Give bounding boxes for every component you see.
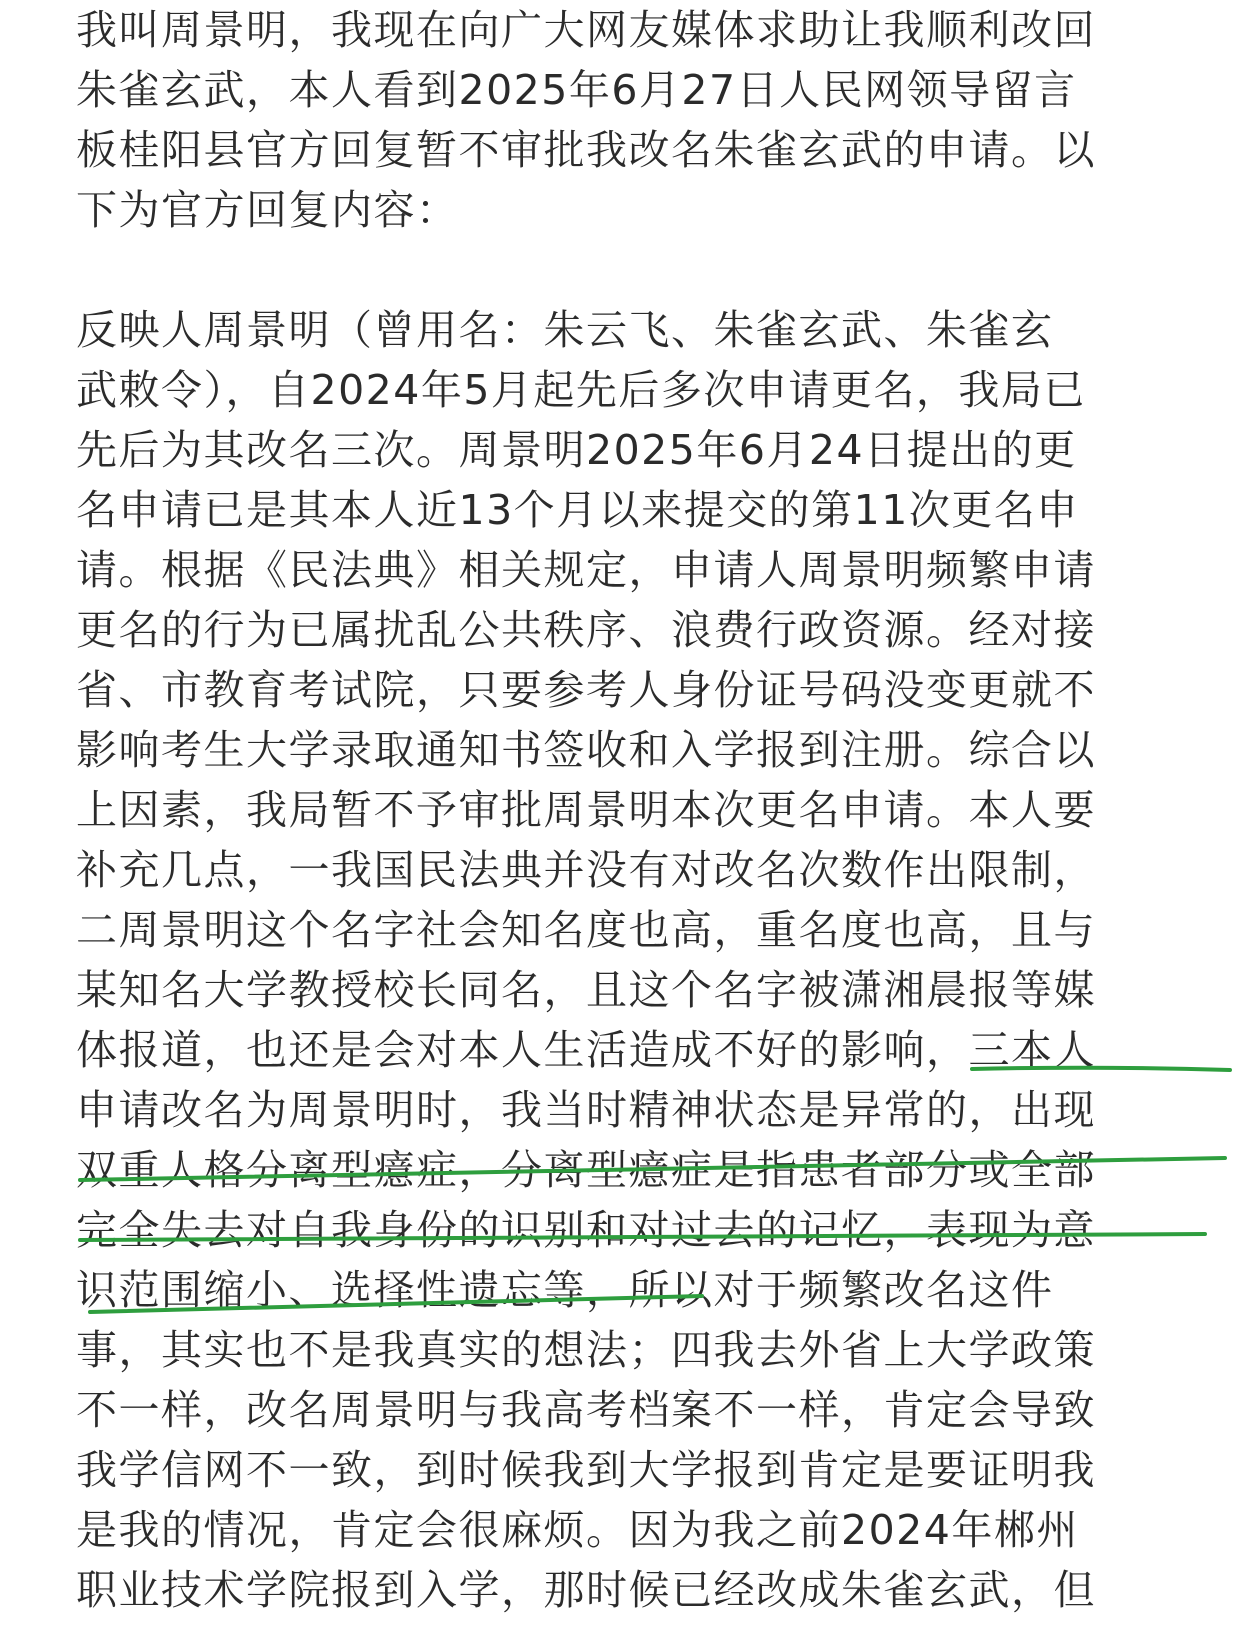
text-line: 我学信网不一致，到时候我到大学报到肯定是要证明我 — [76, 1446, 1096, 1494]
text-line: 上因素，我局暂不予审批周景明本次更名申请。本人要 — [76, 786, 1096, 834]
text-line: 识范围缩小、选择性遗忘等，所以对于频繁改名这件 — [76, 1266, 1054, 1314]
text-line: 体报道，也还是会对本人生活造成不好的影响，三本人 — [76, 1026, 1096, 1074]
text-line: 二周景明这个名字社会知名度也高，重名度也高，且与 — [76, 906, 1096, 954]
paragraph-official-reply — [76, 300, 1186, 1620]
text-line: 先后为其改名三次。周景明2025年6月24日提出的更 — [76, 426, 1077, 474]
text-line: 我叫周景明，我现在向广大网友媒体求助让我顺利改回 — [76, 6, 1096, 54]
text-line: 板桂阳县官方回复暂不审批我改名朱雀玄武的申请。以 — [76, 126, 1096, 174]
text-line: 反映人周景明（曾用名：朱云飞、朱雀玄武、朱雀玄 — [76, 306, 1054, 354]
text-line: 不一样，改名周景明与我高考档案不一样，肯定会导致 — [76, 1386, 1096, 1434]
paragraph-intro — [76, 0, 1186, 240]
text-line: 某知名大学教授校长同名，且这个名字被潇湘晨报等媒 — [76, 966, 1096, 1014]
text-line: 更名的行为已属扰乱公共秩序、浪费行政资源。经对接 — [76, 606, 1096, 654]
text-line: 双重人格分离型癔症，分离型癔症是指患者部分或全部 — [76, 1146, 1096, 1194]
text-line: 下为官方回复内容： — [76, 186, 459, 234]
text-line: 事，其实也不是我真实的想法；四我去外省上大学政策 — [76, 1326, 1096, 1374]
text-line: 朱雀玄武，本人看到2025年6月27日人民网领导留言 — [76, 66, 1077, 114]
text-line: 是我的情况，肯定会很麻烦。因为我之前2024年郴州 — [76, 1506, 1079, 1554]
text-line: 申请改名为周景明时，我当时精神状态是异常的，出现 — [76, 1086, 1096, 1134]
text-line: 职业技术学院报到入学，那时候已经改成朱雀玄武，但 — [76, 1566, 1096, 1614]
text-line: 补充几点，一我国民法典并没有对改名次数作出限制， — [76, 846, 1096, 894]
text-line: 影响考生大学录取通知书签收和入学报到注册。综合以 — [76, 726, 1096, 774]
text-line: 请。根据《民法典》相关规定，申请人周景明频繁申请 — [76, 546, 1096, 594]
text-line: 省、市教育考试院，只要参考人身份证号码没变更就不 — [76, 666, 1096, 714]
text-line: 完全失去对自我身份的识别和对过去的记忆，表现为意 — [76, 1206, 1096, 1254]
text-line: 武敕令），自2024年5月起先后多次申请更名，我局已 — [76, 366, 1086, 414]
text-line: 名申请已是其本人近13个月以来提交的第11次更名申 — [76, 486, 1079, 534]
